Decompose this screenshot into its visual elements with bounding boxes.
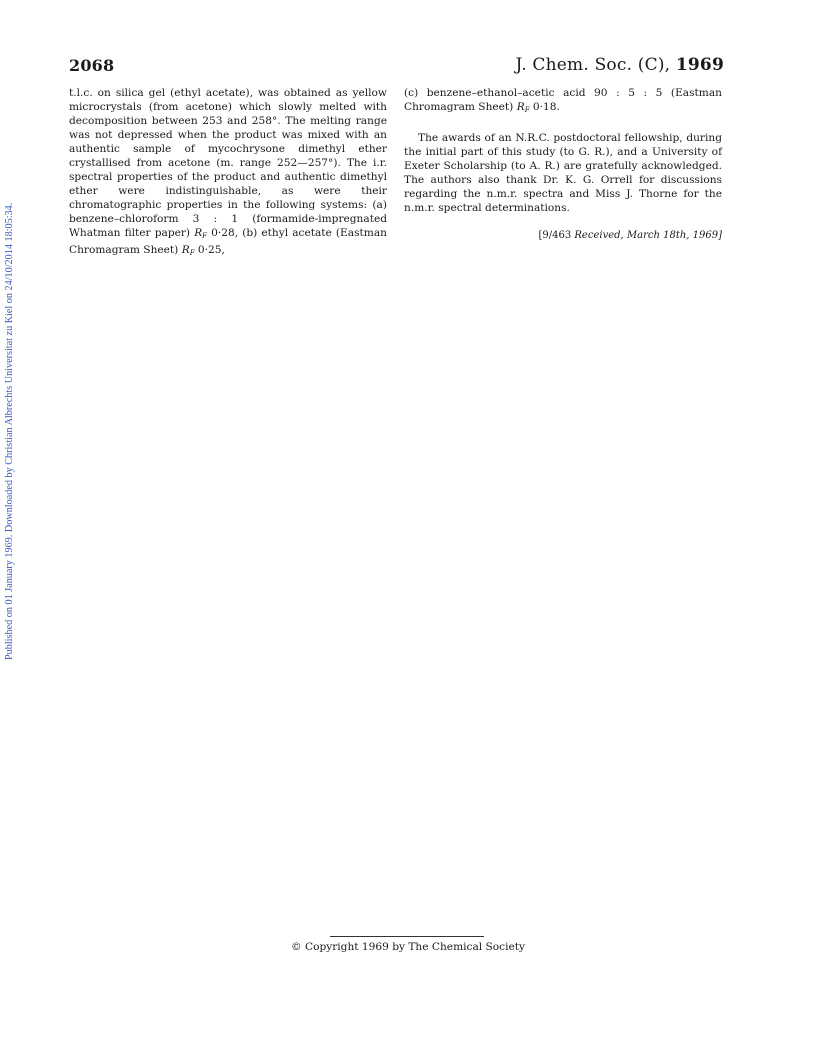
download-watermark: Published on 01 January 1969. Downloaded by Christian Albrechts Universitat zu Kiel on 24/10/2014 18:05:34. bbox=[4, 202, 15, 660]
system-c-paragraph bbox=[404, 86, 722, 117]
rf-symbol: $R_F$ bbox=[516, 101, 530, 114]
left-column bbox=[69, 86, 387, 260]
copyright-notice: © Copyright 1969 by The Chemical Society bbox=[291, 941, 525, 953]
paper-reference: [9/463 bbox=[538, 230, 572, 241]
footer-divider bbox=[330, 936, 484, 937]
acknowledgement-paragraph: The awards of an N.R.C. postdoctoral fellowship, during the initial part of this study (to G. R.), and a University of Exeter Scholarship (to A. R.) are gratefully acknowledged. The authors also thank Dr. K. G. Orrell for discussions regarding the n.m.r. spectra and Miss J. Thorne for the n.m.r. spectral determinations. bbox=[404, 132, 722, 214]
rf-symbol: $R_F$ bbox=[181, 244, 195, 257]
rf-value-b: 0·25, bbox=[197, 244, 225, 256]
journal-year: 1969 bbox=[675, 55, 724, 75]
paragraph-main-text: t.l.c. on silica gel (ethyl acetate), was obtained as yellow microcrystals (from acetone) which slowly melted with decomposition between 253 and 258°. The melting range was not depressed when the product was mixed with an authentic sample of mycochrysone dimethyl ether crystallised from acetone (m. range 252—257°). The i.r. spectral properties of the product and authentic dimethyl ether were indistinguishable, as were their chromatographic properties in the following systems: (a) benzene–chloroform 3 : 1 (formamide-impregnated Whatman filter paper) bbox=[69, 87, 387, 239]
journal-name: J. Chem. Soc. (C), bbox=[515, 55, 671, 75]
system-b-text: (b) ethyl acetate (Eastman Chromagram Sheet) bbox=[69, 227, 387, 256]
experimental-paragraph bbox=[69, 86, 387, 260]
received-date: Received, March 18th, 1969] bbox=[574, 230, 722, 241]
journal-header bbox=[516, 55, 724, 75]
rf-value-c: 0·18. bbox=[532, 101, 560, 113]
received-line bbox=[404, 229, 722, 243]
page-number: 2068 bbox=[69, 56, 115, 75]
system-c-text: (c) benzene–ethanol–acetic acid 90 : 5 : 5 (Eastman Chromagram Sheet) bbox=[404, 87, 722, 113]
rf-symbol: $R_F$ bbox=[194, 227, 208, 240]
right-column bbox=[404, 86, 722, 243]
rf-value-a: 0·28, bbox=[211, 227, 239, 239]
